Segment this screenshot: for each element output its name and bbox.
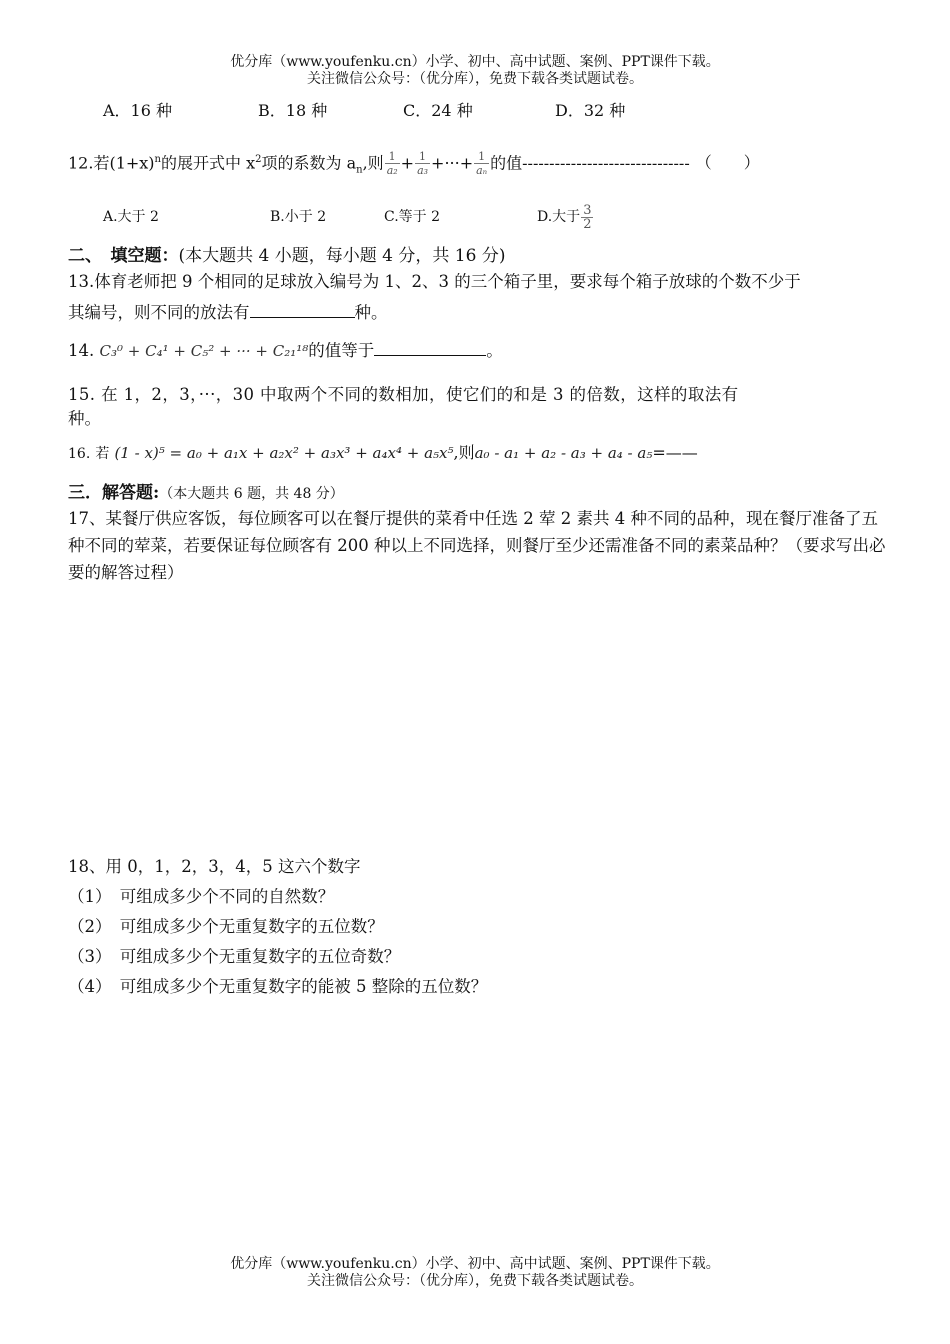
q18-item-2: （2） 可组成多少个无重复数字的五位数？ xyxy=(68,917,384,936)
q16-alternating-sum: a₀ - a₁ + a₂ - a₃ + a₄ - a₅ xyxy=(474,444,653,462)
q12-option-a: A.大于 2 xyxy=(103,209,159,225)
q14-number: 14. xyxy=(68,341,95,360)
q11-option-c: C．24 种 xyxy=(403,101,473,120)
q12-suffix: 的值------------------------------- xyxy=(490,153,690,173)
q18-item-1: （1） 可组成多少个不同的自然数？ xyxy=(68,887,335,906)
q11-option-a: A．16 种 xyxy=(103,101,173,120)
section-2-note: (本大题共 4 小题，每小题 4 分，共 16 分) xyxy=(178,246,506,266)
q12-prefix: 12.若(1+x) xyxy=(68,153,155,173)
q11-option-d: D．32 种 xyxy=(555,101,626,120)
section-3-heading xyxy=(68,480,344,507)
q18-stem: 18、用 0，1，2，3，4，5 这六个数字 xyxy=(68,857,361,876)
q12-then: ,则 xyxy=(362,153,384,173)
q13-answer-blank[interactable] xyxy=(250,303,355,318)
q12-fraction-3: $\frac{1}{\text{aₙ}}$ xyxy=(476,150,488,178)
section-2-heading xyxy=(68,244,505,268)
q16-then: ,则 xyxy=(453,443,475,462)
q15-line2: 种。 xyxy=(68,409,101,428)
q12-sup-2: 2 xyxy=(255,154,262,165)
q13-line1: 13.体育老师把 9 个相同的足球放入编号为 1、2、3 的三个箱子里，要求每个箱子放球的个数不少于 xyxy=(68,272,801,291)
q14-expression: C₃⁰ + C₄¹ + C₅² + ··· + C₂₁¹⁸ xyxy=(99,342,309,360)
q16-question xyxy=(68,440,698,467)
q12-option-c: C.等于 2 xyxy=(384,209,441,225)
q14-answer-blank[interactable] xyxy=(374,341,486,356)
q16-ruo: 若 xyxy=(95,446,110,462)
q12-option-d-fraction: $\frac{3}{2}$ xyxy=(583,202,592,232)
q16-expansion: (1 - x)⁵ = a₀ + a₁x + a₂x² + a₃x³ + a₄x⁴ + a₅x⁵ xyxy=(114,444,454,462)
section-2-title: 二、 填空题： xyxy=(68,246,179,266)
page-header-line2: 关注微信公众号：（优分库），免费下载各类试题试卷。 xyxy=(307,71,643,87)
page-footer-line1: 优分库（www.youfenku.cn）小学、初中、高中试题、案例、PPT课件下载。 xyxy=(230,1256,720,1272)
q12-fraction-1: $\frac{1}{\text{a₂}}$ xyxy=(386,150,398,178)
q12-question xyxy=(68,140,760,180)
q16-number: 16. xyxy=(68,446,91,462)
q17-question: 17、某餐厅供应客饭，每位顾客可以在餐厅提供的菜肴中任选 2 荤 2 素共 4 种不同的品种，现在餐厅准备了五种不同的荤菜，若要保证每位顾客有 200 种以上不同选择，则餐厅至少还需准备不同的素菜品种？（要求写出必要的解答过程） xyxy=(68,509,886,582)
q12-fraction-2: $\frac{1}{\text{a₃}}$ xyxy=(417,150,429,178)
q12-answer-bracket: （ ） xyxy=(695,153,760,173)
page-header-line1: 优分库（www.youfenku.cn）小学、初中、高中试题、案例、PPT课件下载。 xyxy=(230,54,720,70)
section-3-note: （本大题共 6 题，共 48 分） xyxy=(159,486,344,502)
q13-text-b: 种。 xyxy=(354,303,388,322)
q15-line1: 15. 在 1，2，3，···，30 中取两个不同的数相加，使它们的和是 3 的倍数，这样的取法有 xyxy=(68,385,739,404)
q14-end: 。 xyxy=(486,341,503,360)
q12-option-b: B.小于 2 xyxy=(270,209,327,225)
page-footer-line2: 关注微信公众号：（优分库），免费下载各类试题试卷。 xyxy=(307,1273,643,1289)
q12-option-d xyxy=(537,198,594,236)
q11-option-b: B．18 种 xyxy=(258,101,328,120)
q18-item-4: （4） 可组成多少个无重复数字的能被 5 整除的五位数？ xyxy=(68,977,488,996)
q12-mid: 的展开式中 x xyxy=(161,153,256,173)
q13-line2 xyxy=(68,299,388,326)
q12-plus: + xyxy=(400,153,415,173)
q12-sub-n: n xyxy=(356,164,363,176)
q12-mid2: 项的系数为 a xyxy=(261,153,357,173)
q13-text-a: 其编号，则不同的放法有 xyxy=(68,303,250,322)
q14-question xyxy=(68,336,503,366)
q18-item-3: （3） 可组成多少个无重复数字的五位奇数？ xyxy=(68,947,401,966)
q12-sup-n: n xyxy=(154,154,161,165)
q16-end: =—— xyxy=(652,443,698,462)
section-3-title: 三．解答题: xyxy=(68,483,160,503)
q12-ellipsis: +···+ xyxy=(431,153,474,173)
q14-suffix: 的值等于 xyxy=(308,341,375,360)
q12-option-d-label: D.大于 xyxy=(537,209,581,225)
